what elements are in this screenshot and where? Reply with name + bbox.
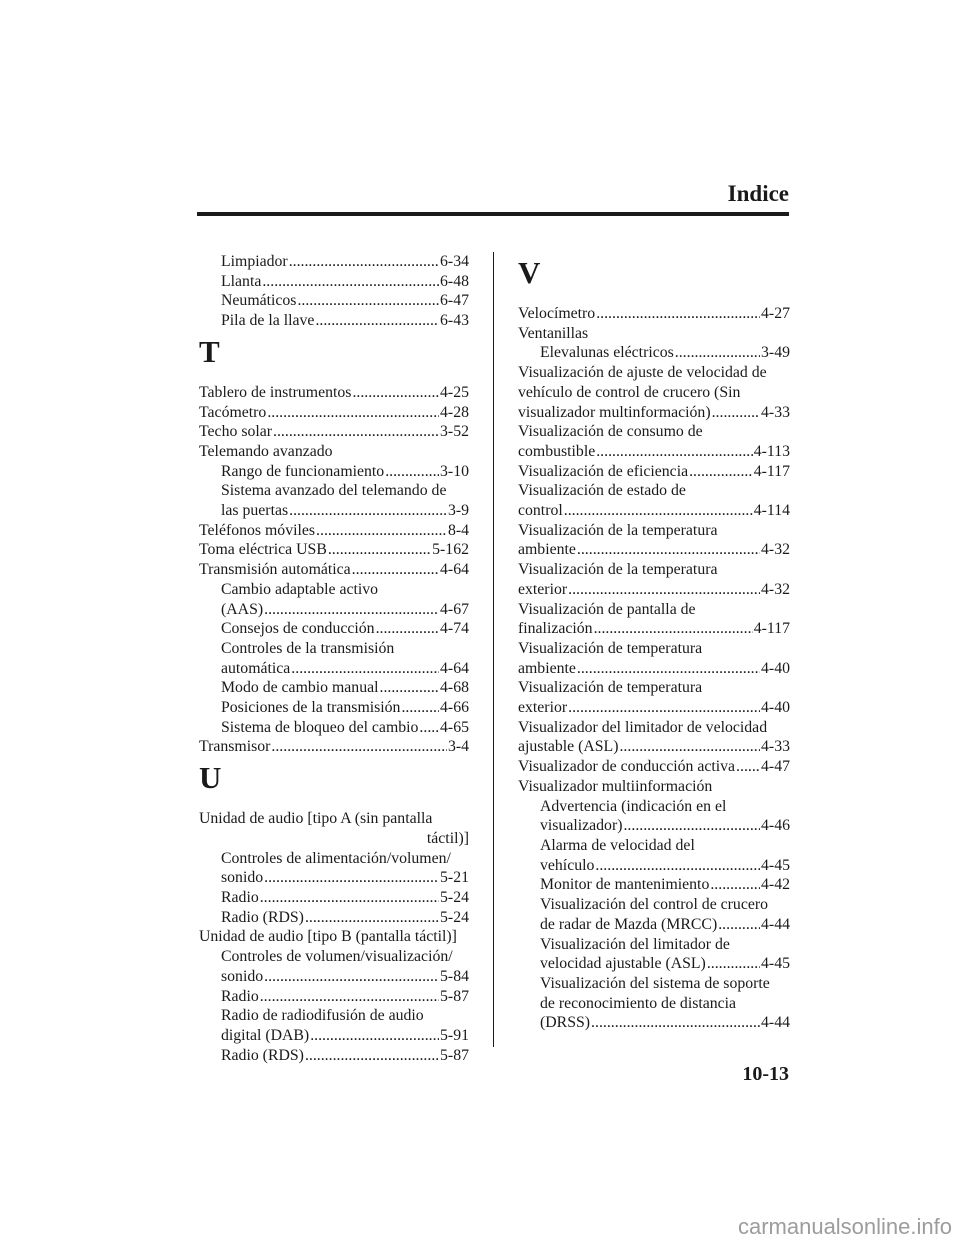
dot-leader — [304, 908, 439, 928]
dot-leader — [709, 875, 760, 895]
index-entry-term: Toma eléctrica USB — [199, 541, 327, 559]
dot-leader — [266, 403, 439, 423]
index-entry — [199, 619, 469, 639]
dot-leader — [567, 698, 760, 718]
index-entry-term: ambiente — [518, 659, 576, 677]
index-entry-term: exterior — [518, 699, 568, 717]
index-entry-term: Sistema de bloqueo del cambio — [221, 718, 419, 736]
dot-leader — [263, 600, 439, 620]
index-entry-term: Llanta — [221, 272, 262, 290]
index-entry-page: 5-84 — [440, 967, 469, 985]
index-entry-page: 4-117 — [753, 620, 790, 638]
index-entry — [518, 875, 790, 895]
index-entry-text: Advertencia (indicación en el — [540, 797, 727, 815]
index-entry-page: 4-44 — [761, 915, 790, 933]
index-entry-page: 3-4 — [447, 738, 469, 756]
index-entry — [199, 501, 469, 521]
index-entry-page: 6-43 — [440, 312, 469, 330]
index-entry-term: Radio (RDS) — [221, 908, 304, 926]
index-entry — [199, 888, 469, 908]
index-entry-term: Velocímetro — [518, 305, 596, 322]
index-entry — [518, 915, 790, 935]
index-entry-term: visualizador) — [540, 817, 623, 835]
index-entry-text: Sistema avanzado del telemando de — [221, 482, 447, 500]
index-entry-term: Posiciones de la transmisión — [221, 699, 401, 717]
index-entry-term: finalización — [518, 620, 593, 638]
index-entry-term: Radio (RDS) — [221, 1046, 304, 1064]
index-entry-term: Teléfonos móviles — [199, 521, 316, 539]
index-entry-page: 5-91 — [440, 1026, 469, 1044]
index-entry — [518, 343, 790, 363]
index-entry-page: 5-87 — [440, 1046, 469, 1064]
dot-leader — [595, 442, 753, 462]
index-entry-page: 3-9 — [447, 502, 469, 520]
index-entry — [199, 252, 469, 272]
index-entry-text: táctil)] — [426, 829, 469, 847]
index-entry-text: Unidad de audio [tipo B (pantalla táctil)] — [199, 928, 457, 946]
page-title: Indice — [727, 181, 789, 206]
dot-leader — [290, 659, 439, 679]
index-entry-term: Consejos de conducción — [221, 620, 375, 638]
index-entry-term: Transmisor — [199, 738, 271, 756]
index-entry — [199, 403, 469, 423]
index-entry-text: Visualización de consumo de — [518, 423, 703, 441]
index-entry-page: 4-64 — [440, 561, 469, 579]
dot-leader — [259, 987, 439, 1007]
index-entry-text: Visualizador multiinformación — [518, 777, 713, 795]
index-entry — [199, 659, 469, 679]
dot-leader — [304, 1046, 439, 1066]
index-entry-term: Pila de la llave — [221, 312, 315, 330]
index-entry-page: 4-33 — [761, 738, 790, 756]
index-entry — [518, 954, 790, 974]
index-entry-page: 5-24 — [440, 908, 469, 926]
index-entry-page: 4-44 — [761, 1014, 790, 1032]
index-entry — [518, 403, 790, 423]
index-entry-term: (AAS) — [221, 600, 264, 618]
index-entry-text: Visualización del limitador de — [540, 935, 730, 953]
index-entry — [199, 678, 469, 698]
index-entry-page: 4-46 — [761, 817, 790, 835]
index-entry-page: 4-117 — [753, 462, 790, 480]
index-entry — [518, 619, 790, 639]
index-entry-page: 4-45 — [761, 955, 790, 973]
index-entry-text: Visualización de la temperatura — [518, 561, 718, 579]
dot-leader — [263, 868, 439, 888]
index-entry-text: Unidad de audio [tipo A (sin pantalla — [199, 810, 433, 828]
index-entry-term: visualizador multinformación) — [518, 403, 711, 421]
index-entry-page: 4-42 — [761, 876, 790, 894]
dot-leader — [327, 540, 431, 560]
dot-leader — [593, 619, 753, 639]
index-entry-page: 4-47 — [761, 758, 790, 776]
index-entry-page: 3-10 — [440, 462, 469, 480]
index-entry-page: 4-32 — [761, 541, 790, 559]
index-entry-term: velocidad ajustable (ASL) — [540, 955, 706, 973]
dot-leader — [375, 619, 439, 639]
index-entry-page: 4-40 — [761, 699, 790, 717]
index-entry-page: 4-65 — [440, 718, 469, 736]
index-entry-term: Visualización de eficiencia — [518, 462, 689, 480]
dot-leader — [288, 501, 447, 521]
index-entry — [518, 580, 790, 600]
index-entry-page: 4-114 — [753, 502, 790, 520]
index-entry-term: ambiente — [518, 541, 576, 559]
index-entry-term: ajustable (ASL) — [518, 738, 619, 756]
index-entry-term: Limpiador — [221, 253, 288, 270]
index-entry — [518, 698, 790, 718]
dot-leader — [688, 462, 753, 482]
index-entry-text: Visualización del control de crucero — [540, 896, 769, 914]
index-entry-text: Controles de alimentación/volumen/ — [221, 849, 451, 867]
page-number: 10-13 — [742, 1063, 789, 1085]
index-entry-page: 4-28 — [440, 403, 469, 421]
index-entry-text: Radio de radiodifusión de audio — [221, 1007, 424, 1025]
index-entry-term: Techo solar — [199, 423, 273, 441]
index-entry — [199, 737, 469, 757]
dot-leader — [270, 737, 447, 757]
index-entry-page: 5-162 — [432, 541, 469, 559]
index-entry-page: 4-25 — [440, 383, 469, 401]
index-entry-term: exterior — [518, 580, 568, 598]
dot-leader — [315, 521, 447, 541]
index-entry — [518, 659, 790, 679]
index-entry — [518, 462, 790, 482]
index-entry-page: 4-33 — [761, 403, 790, 421]
index-letter-heading: T — [199, 333, 220, 369]
index-entry-text: Visualización de estado de — [518, 482, 686, 500]
index-entry-term: (DRSS) — [540, 1014, 591, 1032]
index-entry-term: de radar de Mazda (MRCC) — [540, 915, 718, 933]
index-entry-term: Monitor de mantenimiento — [540, 876, 710, 894]
index-entry — [518, 816, 790, 836]
dot-leader — [717, 915, 760, 935]
dot-leader — [576, 659, 760, 679]
index-entry-term: sonido — [221, 869, 264, 887]
index-entry-page: 4-68 — [440, 679, 469, 697]
index-entry-page: 3-49 — [761, 344, 790, 362]
index-entry-text: Cambio adaptable activo — [221, 580, 379, 598]
index-entry-text: Visualización del sistema de soporte — [540, 974, 770, 992]
dot-leader — [261, 272, 439, 292]
index-entry-page: 4-74 — [440, 620, 469, 638]
index-entry-page: 5-87 — [440, 987, 469, 1005]
dot-leader — [296, 291, 439, 311]
dot-leader — [418, 718, 439, 738]
index-entry-term: automática — [221, 659, 291, 677]
index-entry-term: vehículo — [540, 856, 595, 874]
index-entry-term: Neumáticos — [221, 292, 297, 310]
index-entry-text: Alarma de velocidad del — [540, 836, 695, 854]
index-entry-page: 4-32 — [761, 580, 790, 598]
index-entry — [518, 442, 790, 462]
dot-leader — [314, 311, 439, 331]
index-entry-page: 8-4 — [447, 521, 469, 539]
index-entry-page: 4-67 — [440, 600, 469, 618]
index-entry-text: Ventanillas — [518, 324, 589, 342]
index-entry-text: Visualización de temperatura — [518, 639, 703, 657]
index-entry — [518, 304, 790, 324]
index-entry-page: 5-21 — [440, 869, 469, 887]
index-entry — [199, 967, 469, 987]
dot-leader — [622, 816, 760, 836]
index-entry-page: 4-40 — [761, 659, 790, 677]
dot-leader — [567, 580, 760, 600]
dot-leader — [272, 422, 439, 442]
watermark: carmanualsonline.info — [737, 1214, 952, 1239]
index-entry-text: Telemando avanzado — [199, 442, 333, 460]
index-entry-text: Visualización de temperatura — [518, 679, 703, 697]
dot-leader — [590, 1013, 760, 1033]
dot-leader — [309, 1026, 439, 1046]
index-entry — [199, 462, 469, 482]
index-entry — [199, 1046, 469, 1066]
index-entry-term: Visualizador de conducción activa — [518, 758, 736, 776]
dot-leader — [711, 403, 760, 423]
column-divider — [493, 252, 494, 1047]
dot-leader — [563, 501, 753, 521]
index-entry — [199, 311, 469, 331]
index-entry — [199, 987, 469, 1007]
index-entry-term: Elevalunas eléctricos — [540, 344, 674, 362]
index-entry-text: Controles de volumen/visualización/ — [221, 948, 453, 966]
index-entry-page: 4-27 — [761, 305, 790, 322]
index-entry-term: combustible — [518, 442, 596, 460]
index-entry — [199, 718, 469, 738]
index-entry — [518, 501, 790, 521]
dot-leader — [263, 967, 439, 987]
index-entry-text: Visualización de ajuste de velocidad de — [518, 364, 767, 382]
index-entry-text: Visualización de la temperatura — [518, 521, 718, 539]
dot-leader — [618, 737, 760, 757]
index-entry-term: Modo de cambio manual — [221, 679, 379, 697]
index-entry — [518, 757, 790, 777]
index-entry-text: Visualización de pantalla de — [518, 600, 696, 618]
dot-leader — [706, 954, 760, 974]
index-entry — [199, 1026, 469, 1046]
index-entry — [199, 291, 469, 311]
index-entry-text: Visualizador del limitador de velocidad — [518, 718, 768, 736]
index-entry-page: 4-66 — [440, 699, 469, 717]
dot-leader — [735, 757, 760, 777]
index-entry — [199, 560, 469, 580]
index-entry — [199, 868, 469, 888]
index-entry-page: 4-64 — [440, 659, 469, 677]
index-entry-page: 3-52 — [440, 423, 469, 441]
index-column-right — [518, 252, 790, 1033]
index-entry-page: 6-47 — [440, 292, 469, 310]
index-entry — [199, 383, 469, 403]
index-letter-heading: V — [518, 255, 541, 290]
index-entry — [199, 422, 469, 442]
header-rule — [197, 212, 789, 216]
dot-leader — [576, 540, 760, 560]
index-entry-text: de reconocimiento de distancia — [540, 994, 737, 1012]
index-entry — [199, 540, 469, 560]
dot-leader — [400, 698, 439, 718]
dot-leader — [351, 383, 439, 403]
index-entry-page: 4-45 — [761, 856, 790, 874]
dot-leader — [594, 856, 760, 876]
dot-leader — [259, 888, 439, 908]
index-entry-term: Tablero de instrumentos — [199, 383, 352, 401]
index-entry-text: vehículo de control de crucero (Sin — [518, 383, 741, 401]
index-entry-page: 5-24 — [440, 888, 469, 906]
index-entry — [199, 698, 469, 718]
index-entry — [199, 908, 469, 928]
index-entry — [199, 272, 469, 292]
dot-leader — [674, 343, 760, 363]
dot-leader — [384, 462, 439, 482]
index-entry-term: Rango de funcionamiento — [221, 462, 385, 480]
index-entry — [518, 540, 790, 560]
dot-leader — [351, 560, 439, 580]
dot-leader — [288, 252, 439, 272]
index-entry — [518, 856, 790, 876]
index-entry-term: control — [518, 502, 563, 520]
index-entry-term: las puertas — [221, 502, 289, 520]
dot-leader — [379, 678, 440, 698]
index-entry-text: Controles de la transmisión — [221, 639, 395, 657]
index-entry — [199, 600, 469, 620]
index-entry-page: 4-113 — [753, 442, 790, 460]
index-column-left — [199, 252, 469, 1065]
index-entry — [518, 737, 790, 757]
index-entry-term: Transmisión automática — [199, 561, 351, 579]
index-letter-heading: U — [199, 760, 222, 796]
index-entry-page: 6-34 — [440, 253, 469, 270]
index-entry — [518, 1013, 790, 1033]
index-entry-term: digital (DAB) — [221, 1026, 310, 1044]
index-entry-term: sonido — [221, 967, 264, 985]
dot-leader — [595, 304, 760, 324]
index-entry-page: 6-48 — [440, 272, 469, 290]
index-entry-term: Radio — [221, 987, 259, 1005]
index-entry-term: Radio — [221, 888, 259, 906]
index-entry — [199, 521, 469, 541]
index-entry-term: Tacómetro — [199, 403, 267, 421]
